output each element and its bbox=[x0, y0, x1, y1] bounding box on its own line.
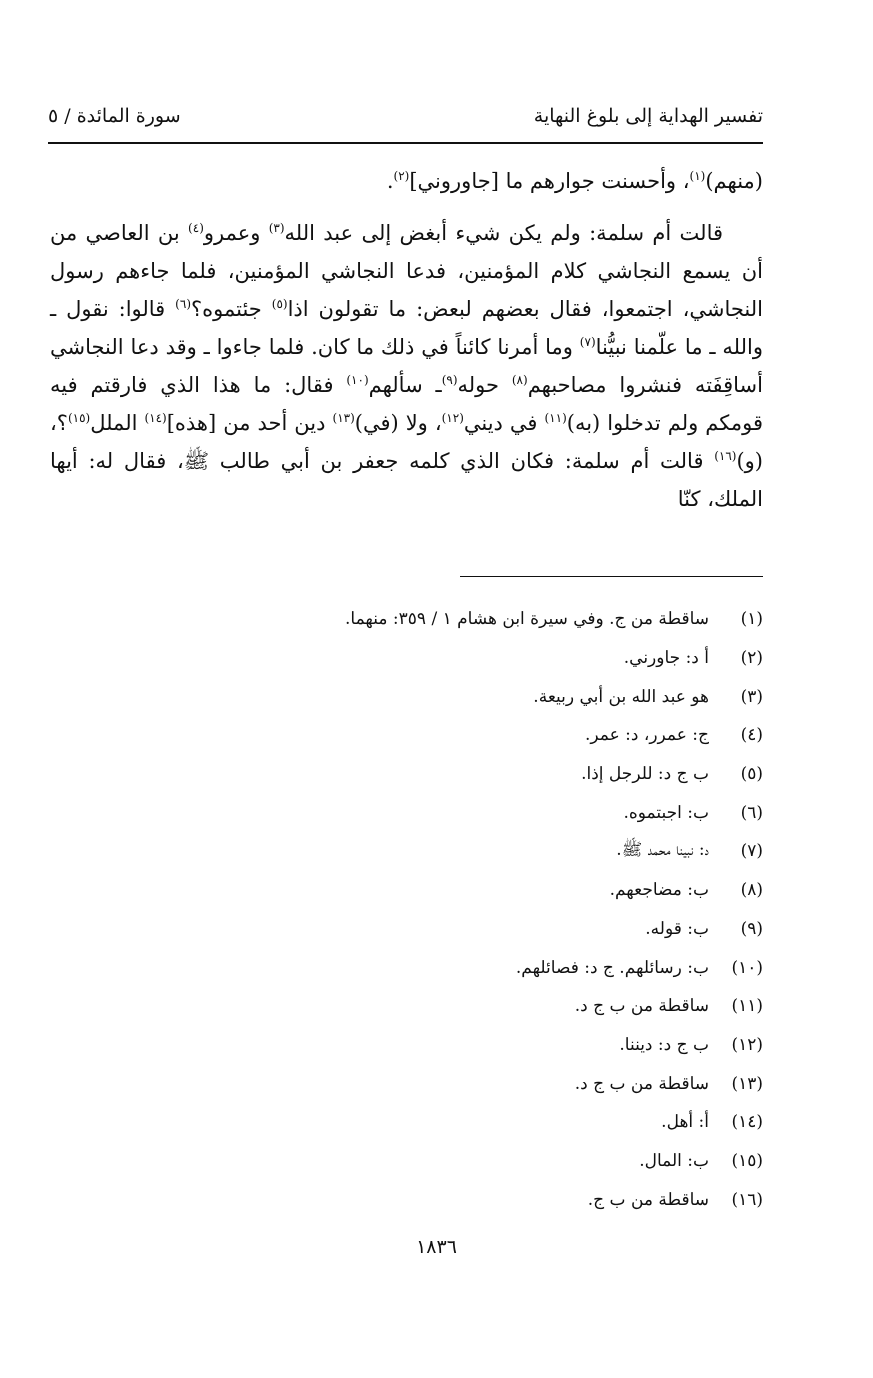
footnote-text: ب: مضاجعهم. bbox=[609, 880, 709, 901]
footnote-ref[interactable]: (٢) bbox=[393, 169, 410, 183]
footnote-ref[interactable]: (٣) bbox=[268, 221, 285, 235]
footnote-item bbox=[50, 1142, 763, 1181]
footnote-text: ساقطة من ب ج د. bbox=[574, 996, 709, 1017]
text-run: وعمرو bbox=[203, 221, 269, 245]
running-header bbox=[48, 98, 763, 134]
footnote-text: ب: المال. bbox=[639, 1150, 709, 1171]
text-run: قالت أم سلمة: ولم يكن شيء أبغض إلى عبد الله bbox=[284, 221, 724, 245]
footnote-number: (١٢) bbox=[731, 1034, 763, 1055]
text-run: ـ سألهم bbox=[368, 373, 442, 397]
footnote-item bbox=[50, 987, 763, 1026]
footnote-number: (٨) bbox=[740, 880, 763, 901]
footnote-item bbox=[50, 793, 763, 832]
text-run: ، وأحسنت جوارهم ما [جاوروني] bbox=[409, 169, 690, 193]
book-title: تفسير الهداية إلى بلوغ النهاية bbox=[533, 105, 763, 127]
footnote-text: ب: قوله. bbox=[645, 918, 709, 939]
footnote-number: (٤) bbox=[740, 725, 763, 746]
text-run: . bbox=[386, 169, 394, 193]
footnote-number: (٧) bbox=[740, 841, 763, 862]
footnote-text: ب ج د: للرجل إذا. bbox=[581, 764, 709, 785]
footnote-item bbox=[50, 948, 763, 987]
footnote-item bbox=[50, 871, 763, 910]
footnote-text: ج: عمرر، د: عمر. bbox=[584, 725, 709, 746]
footnote-item bbox=[50, 677, 763, 716]
footnote-ref[interactable]: (١٣) bbox=[332, 411, 355, 425]
footnote-ref[interactable]: (١٦) bbox=[714, 449, 737, 463]
footnote-item bbox=[50, 1103, 763, 1142]
footnote-text: أ: أهل. bbox=[661, 1112, 709, 1133]
footnote-ref[interactable]: (١) bbox=[689, 169, 706, 183]
footnote-item bbox=[50, 1180, 763, 1219]
text-run: دين أحد من [هذه] bbox=[166, 411, 333, 435]
text-run: فقال: ما هذا الذي فارقتم فيه قومكم ولم تدخلوا (به) bbox=[50, 373, 763, 435]
footnote-text: ساقطة من ب ج. bbox=[587, 1189, 709, 1210]
footnote-ref[interactable]: (١٢) bbox=[441, 411, 464, 425]
footnote-number: (١٦) bbox=[731, 1189, 763, 1210]
footnote-number: (٦) bbox=[740, 802, 763, 823]
footnote-text: ساقطة من ج. وفي سيرة ابن هشام ١ / ٣٥٩: منهما. bbox=[345, 609, 709, 630]
footnote-item bbox=[50, 600, 763, 639]
footnote-number: (١٣) bbox=[731, 1073, 763, 1094]
footnote-number: (١) bbox=[740, 609, 763, 630]
text-run: ؟، (و) bbox=[50, 411, 763, 473]
footnotes-list bbox=[50, 600, 763, 1219]
text-run: ، ولا (في) bbox=[354, 411, 442, 435]
footnote-ref[interactable]: (١١) bbox=[544, 411, 567, 425]
footnote-ref[interactable]: (١٠) bbox=[346, 373, 369, 387]
footnote-ref[interactable]: (١٤) bbox=[144, 411, 167, 425]
footnote-ref[interactable]: (٦) bbox=[175, 297, 191, 311]
footnote-item bbox=[50, 639, 763, 678]
footnote-item bbox=[50, 1064, 763, 1103]
footnote-ref[interactable]: (١٥) bbox=[67, 411, 91, 425]
text-run: بن العاصي من أن يسمع النجاشي كلام المؤمنين، فدعا النجاشي المؤمنين، فلما جاءهم رسول النجاشي، اجتمعوا، فقال بعضهم لبعض: ما تقولون اذا bbox=[50, 221, 763, 321]
footnote-ref[interactable]: (٥) bbox=[271, 297, 288, 311]
footnote-ref[interactable]: (٤) bbox=[188, 221, 204, 235]
footnote-item bbox=[50, 910, 763, 949]
footnote-ref[interactable]: (٧) bbox=[579, 335, 596, 349]
footnote-text: هو عبد الله بن أبي ربيعة. bbox=[533, 686, 709, 707]
text-line-continuation bbox=[50, 162, 763, 200]
footnote-text: ساقطة من ب ج د. bbox=[574, 1073, 709, 1094]
footnote-text: أ د: جاورني. bbox=[623, 648, 709, 669]
text-paragraph bbox=[50, 214, 763, 518]
footnote-text: ب: اجبتموه. bbox=[623, 802, 709, 823]
text-run: الملل bbox=[90, 411, 145, 435]
footnote-ref[interactable]: (٨) bbox=[511, 373, 528, 387]
footnote-text: ب ج د: ديننا. bbox=[619, 1034, 709, 1055]
text-run: وما أمرنا كائناً في ذلك ما كان. فلما جاءوا ـ وقد دعا النجاشي أساقِفَته فنشروا مصاحبهم bbox=[50, 335, 763, 397]
footnote-number: (١١) bbox=[731, 996, 763, 1017]
footnote-text: د: نبينا محمد ﷺ. bbox=[616, 839, 709, 860]
footnote-text: ب: رسائلهم. ج د: فصائلهم. bbox=[515, 957, 709, 978]
footnote-number: (٩) bbox=[740, 918, 763, 939]
footnote-number: (٣) bbox=[740, 686, 763, 707]
footnote-item bbox=[50, 1026, 763, 1065]
text-run: قالوا: نقول ـ والله ـ ما علّمنا نبيُّنا bbox=[50, 297, 763, 359]
footnote-separator bbox=[460, 576, 763, 577]
surah-label: سورة المائدة / ٥ bbox=[48, 105, 181, 127]
text-run: حوله bbox=[457, 373, 512, 397]
footnote-item bbox=[50, 755, 763, 794]
text-run: (منهم) bbox=[705, 169, 763, 193]
text-run: جئتموه؟ bbox=[191, 297, 272, 321]
footnote-number: (١٤) bbox=[731, 1112, 763, 1133]
footnote-number: (٢) bbox=[740, 648, 763, 669]
footnote-number: (١٥) bbox=[731, 1150, 763, 1171]
footnote-item bbox=[50, 832, 763, 871]
footnote-number: (٥) bbox=[740, 764, 763, 785]
header-rule bbox=[48, 142, 763, 144]
main-text bbox=[50, 162, 763, 518]
text-run: في ديني bbox=[463, 411, 545, 435]
text-run: قالت أم سلمة: فكان الذي كلمه جعفر بن أبي طالب ﷺ، فقال له: أيها الملك، كنّا bbox=[50, 449, 763, 511]
footnote-number: (١٠) bbox=[731, 957, 763, 978]
page-number: ١٨٣٦ bbox=[416, 1236, 457, 1258]
footnote-ref[interactable]: (٩) bbox=[441, 373, 458, 387]
footnote-item bbox=[50, 716, 763, 755]
